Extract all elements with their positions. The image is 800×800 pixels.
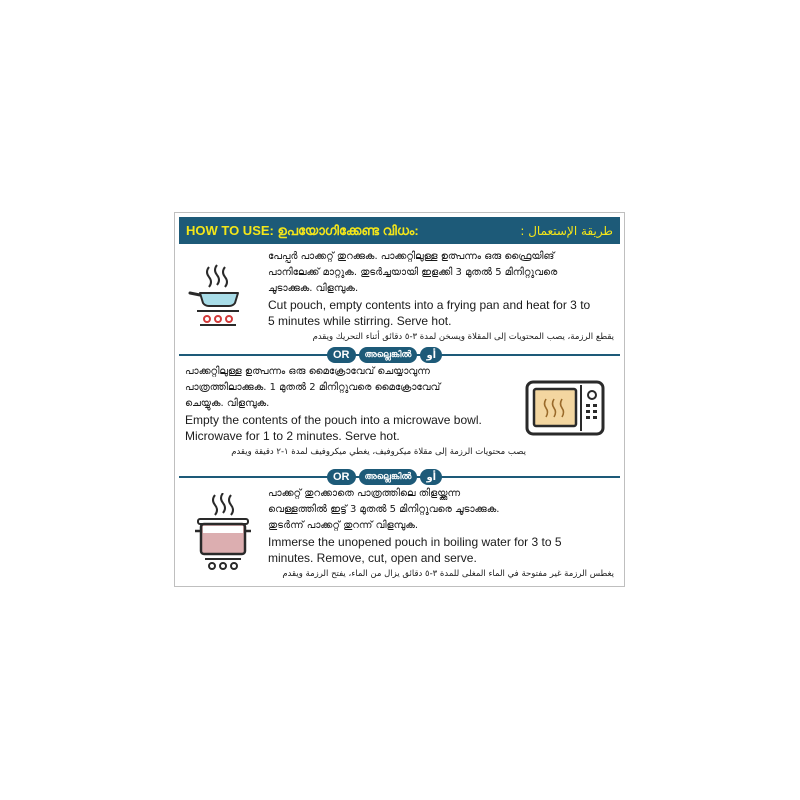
- header-bar: [179, 217, 620, 244]
- section2-en-line2: Microwave for 1 to 2 minutes. Serve hot.: [185, 429, 400, 443]
- section1-ml-line1: പേപ്പർ പാക്കറ്റ് തുറക്കുക. പാക്കറ്റിലുള്ള ഉത്പന്നം ഒരു ഫ്രൈയിങ്: [268, 251, 555, 262]
- section1-en-line2: 5 minutes while stirring. Serve hot.: [268, 314, 452, 328]
- or-badge-ar: أو: [420, 469, 442, 485]
- frying-pan-icon: [187, 263, 247, 327]
- section1-ml-line3: ചൂടാക്കുക. വിളമ്പുക.: [268, 283, 359, 294]
- section2-ml-line1: പാക്കറ്റിലുള്ള ഉത്പന്നം ഒരു മൈക്രോവേവ് ചെയ്യാവുന്ന: [185, 366, 430, 377]
- section2-ml-line2: പാത്രത്തിലാക്കുക. 1 മുതൽ 2 മിനിറ്റുവരെ മൈക്രോവേവ്: [185, 382, 441, 393]
- header-title-ar: طريقة الإستعمال :: [520, 223, 613, 238]
- or-badge-group-1: [327, 347, 442, 363]
- section2-en-line1: Empty the contents of the pouch into a microwave bowl.: [185, 413, 482, 427]
- or-badge-ar: أو: [420, 347, 442, 363]
- or-badge-en: OR: [327, 469, 356, 485]
- section1-ar-line: يقطع الرزمة، يصب المحتويات إلى المقلاة ويسخن لمدة ٣-٥ دقائق أثناء التحريك ويقدم: [312, 332, 614, 342]
- section3-en-line1: Immerse the unopened pouch in boiling water for 3 to 5: [268, 535, 562, 549]
- section3-en-line2: minutes. Remove, cut, open and serve.: [268, 551, 477, 565]
- or-badge-ml: അല്ലെങ്കിൽ: [359, 347, 418, 363]
- section1-en-line1: Cut pouch, empty contents into a frying pan and heat for 3 to: [268, 298, 591, 312]
- or-badge-ml: അല്ലെങ്കിൽ: [359, 469, 418, 485]
- section3-ml-line2: വെള്ളത്തിൽ ഇട്ട് 3 മുതൽ 5 മിനിറ്റുവരെ ചൂടാക്കുക.: [268, 504, 500, 515]
- section2-ar-line: يصب محتويات الرزمة إلى مقلاة ميكروفيف، يغطي ميكروفيف لمدة ١-٢ دقيقة ويقدم: [231, 447, 526, 457]
- section1-ml-line2: പാനിലേക്ക് മാറ്റുക. തുടർച്ചയായി ഇളക്കി 3 മുതൽ 5 മിനിറ്റുവരെ: [268, 267, 558, 278]
- section3-ml-line3: തുടർന്ന് പാക്കറ്റ് തുറന്ന് വിളമ്പുക.: [268, 520, 419, 531]
- section2-ml-line3: ചെയ്യുക. വിളമ്പുക.: [185, 398, 270, 409]
- header-title-en: HOW TO USE: ഉപയോഗിക്കേണ്ട വിധം:: [186, 222, 419, 238]
- section3-ml-line1: പാക്കറ്റ് തുറക്കാതെ പാത്രത്തിലെ തിളയ്ക്കുന്ന: [268, 488, 461, 499]
- or-badge-en: OR: [327, 347, 356, 363]
- usage-instructions-card: [174, 212, 625, 587]
- section3-ar-line: يغطس الرزمة غير مفتوحة في الماء المغلى للمدة ٣-٥ دقائق يزال من الماء، يفتح الرزمة ويقدم: [282, 569, 614, 579]
- or-badge-group-2: [327, 469, 442, 485]
- boiling-pot-icon: [193, 493, 253, 573]
- microwave-icon: [525, 380, 605, 436]
